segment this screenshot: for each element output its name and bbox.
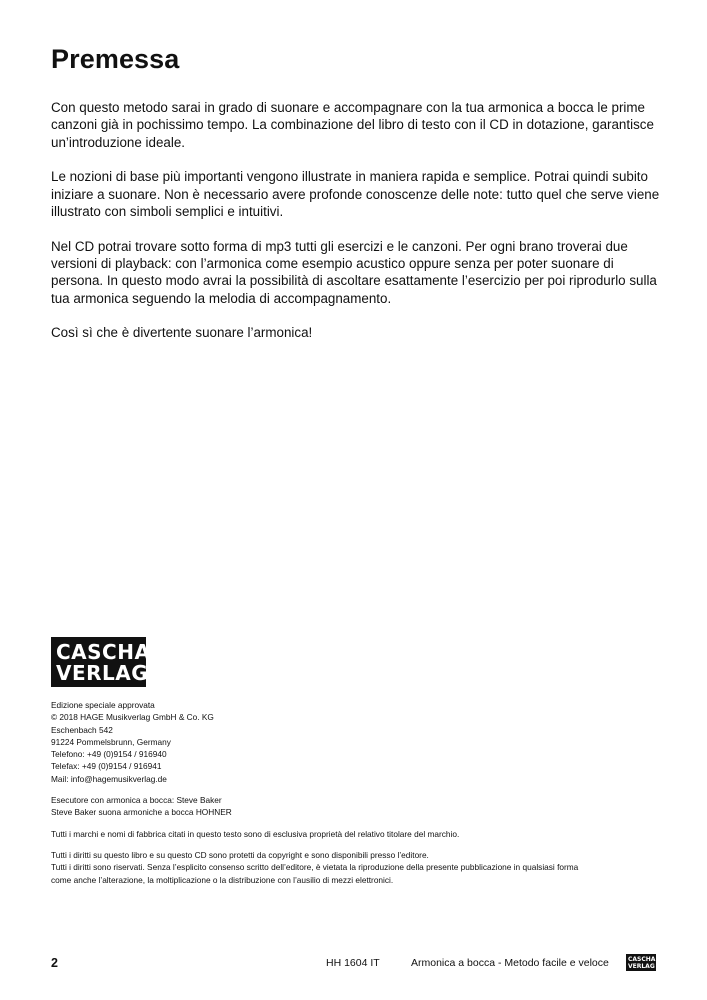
imprint-line: Telefono: +49 (0)9154 / 916940 (51, 749, 167, 760)
paragraph: Nel CD potrai trovare sotto forma di mp3 tutti gli esercizi e le canzoni. Per ogni brano troverai due versioni di playback: con l’armonica come esempio acustico oppure senza per poter suonare di persona. In questo modo avrai la possibilità di ascoltare esattamente l’esercizio per poi riprodurlo sulla tua armonica seguendo la melodia di accompagnamento. (51, 238, 657, 306)
imprint-line: Tutti i diritti su questo libro e su questo CD sono protetti da copyright e sono disponibili presso l’editore. (51, 849, 429, 860)
trademark-notice (51, 828, 671, 840)
product-code: HH 1604 IT (326, 957, 380, 969)
intro-text (51, 99, 661, 359)
copyright-notice (51, 849, 671, 886)
imprint-line: Tutti i marchi e nomi di fabbrica citati in questo testo sono di esclusiva proprietà del relativo titolare del marchio. (51, 828, 460, 839)
imprint-line: Telefax: +49 (0)9154 / 916941 (51, 761, 162, 772)
performer-info (51, 794, 671, 819)
imprint (51, 699, 671, 895)
imprint-line: come anche l’alterazione, la moltiplicazione o la distribuzione con l’ausilio di mezzi elettronici. (51, 874, 394, 885)
imprint-line: Mail: info@hagemusikverlag.de (51, 773, 167, 784)
imprint-line: Eschenbach 542 (51, 724, 113, 735)
book-title: Armonica a bocca - Metodo facile e veloce (411, 957, 609, 969)
page-number: 2 (51, 956, 58, 970)
page-title: Premessa (51, 44, 180, 74)
logo-line: VERLAG (56, 661, 149, 685)
logo-line: VERLAG (628, 963, 655, 970)
imprint-line: Tutti i diritti sono riservati. Senza l’esplicito consenso scritto dell’editore, è vietata la riproduzione della presente pubblicazione in qualsiasi forma (51, 862, 579, 873)
paragraph: Le nozioni di base più importanti vengono illustrate in maniera rapida e semplice. Potrai quindi subito iniziare a suonare. Non è necessario avere profonde conoscenze delle note: tutto quel che serve viene illustrato con simboli semplici e intuitivi. (51, 169, 660, 219)
imprint-line: Steve Baker suona armoniche a bocca HOHNER (51, 807, 232, 818)
paragraph: Così sì che è divertente suonare l’armonica! (51, 325, 313, 341)
imprint-line: 91224 Pommelsbrunn, Germany (51, 736, 171, 747)
publisher-logo (51, 637, 151, 687)
imprint-line: © 2018 HAGE Musikverlag GmbH & Co. KG (51, 712, 214, 723)
imprint-line: Edizione speciale approvata (51, 700, 155, 710)
logo-line: CASCHA (56, 640, 151, 664)
imprint-line: Esecutore con armonica a bocca: Steve Baker (51, 795, 222, 806)
publisher-info (51, 699, 671, 785)
footer-publisher-logo (626, 954, 656, 971)
logo-line: CASCHA (628, 956, 656, 963)
paragraph: Con questo metodo sarai in grado di suonare e accompagnare con la tua armonica a bocca le prime canzoni già in pochissimo tempo. La combinazione del libro di testo con il CD in dotazione, garantisce un’introduzione ideale. (51, 100, 654, 150)
